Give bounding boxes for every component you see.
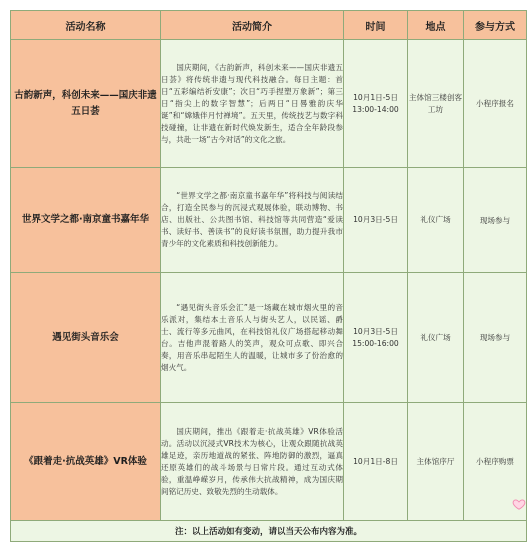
activity-participation: 现场参与 [464, 168, 527, 273]
note-row [11, 521, 527, 542]
activity-name: 遇见街头音乐会 [11, 273, 161, 403]
activity-participation: 小程序报名 [464, 40, 527, 168]
activity-name: 《跟着走·抗战英雄》VR体验 [11, 403, 161, 521]
header-time: 时间 [344, 11, 408, 40]
activity-time: 10月3日-5日 15:00-16:00 [344, 273, 408, 403]
table-row [11, 168, 527, 273]
activity-description: 国庆期间，《古韵新声，科创未来——国庆非遗五日荟》将传统非遗与现代科技融合。每日主题：首日“五彩编结祈安康”；次日“巧手捏塑万象新”；第三日“指尖上的数字智慧”；后两日“日晷雅韵庆华诞”和“嫦娥伴月忖禅境”。五天里，传统技艺与数字科技碰撞，让非遗在新时代焕发新生，适合全年龄段参与，共赴一场“古今对话”的文化之旅。 [161, 40, 344, 168]
activity-name: 古韵新声，科创未来——国庆非遗五日荟 [11, 40, 161, 168]
activity-location: 礼仪广场 [408, 273, 464, 403]
header-activity-intro: 活动简介 [161, 11, 344, 40]
header-activity-name: 活动名称 [11, 11, 161, 40]
activity-location: 礼仪广场 [408, 168, 464, 273]
activity-description: “遇见街头音乐会汇”是一场藏在城市烟火里的音乐派对，集结本土音乐人与街头艺人，以民谣、爵士、流行等多元曲风，在科技馆礼仪广场搭起移动舞台。吉他声混着路人的笑声，观众可点歌、即兴合奏，用音乐串起陌生人的温暖，让城市多了份治愈的烟火气。 [161, 273, 344, 403]
activity-description: “世界文学之都·南京童书嘉年华”将科技与阅读结合，打造全民参与的沉浸式观展体验，联动博物、书店、出版社、公共图书馆、科技馆等共同营造“爱读书、读好书、善读书”的良好读书氛围，助力提升我市青少年的文化素质和科技创新能力。 [161, 168, 344, 273]
activity-time: 10月1日-8日 [344, 403, 408, 521]
activity-participation: 小程序购票 [464, 403, 527, 521]
activity-description: 国庆期间，推出《跟着走·抗战英雄》VR体验活动。活动以沉浸式VR技术为核心，让观众跟随抗战英雄足迹，亲历地道战的紧张、阵地防御的激烈，逼真还原英雄们的战斗场景与日常片段。通过互动式体验，重温峥嵘岁月，传承伟大抗战精神，成为国庆期间铭记历史、致敬先烈的生动载体。 [161, 403, 344, 521]
activity-name: 世界文学之都·南京童书嘉年华 [11, 168, 161, 273]
header-location: 地点 [408, 11, 464, 40]
header-participation: 参与方式 [464, 11, 527, 40]
activity-location: 主体馆三楼创客工坊 [408, 40, 464, 168]
footnote: 注：以上活动如有变动，请以当天公布内容为准。 [11, 521, 527, 542]
table-row [11, 403, 527, 521]
activity-time: 10月1日-5日 13:00-14:00 [344, 40, 408, 168]
table-header-row [11, 11, 527, 40]
table-row [11, 273, 527, 403]
activity-location: 主体馆序厅 [408, 403, 464, 521]
activity-time: 10月3日-5日 [344, 168, 408, 273]
activity-participation: 现场参与 [464, 273, 527, 403]
activity-schedule-table [10, 10, 527, 542]
heart-icon [512, 497, 526, 511]
table-row [11, 40, 527, 168]
